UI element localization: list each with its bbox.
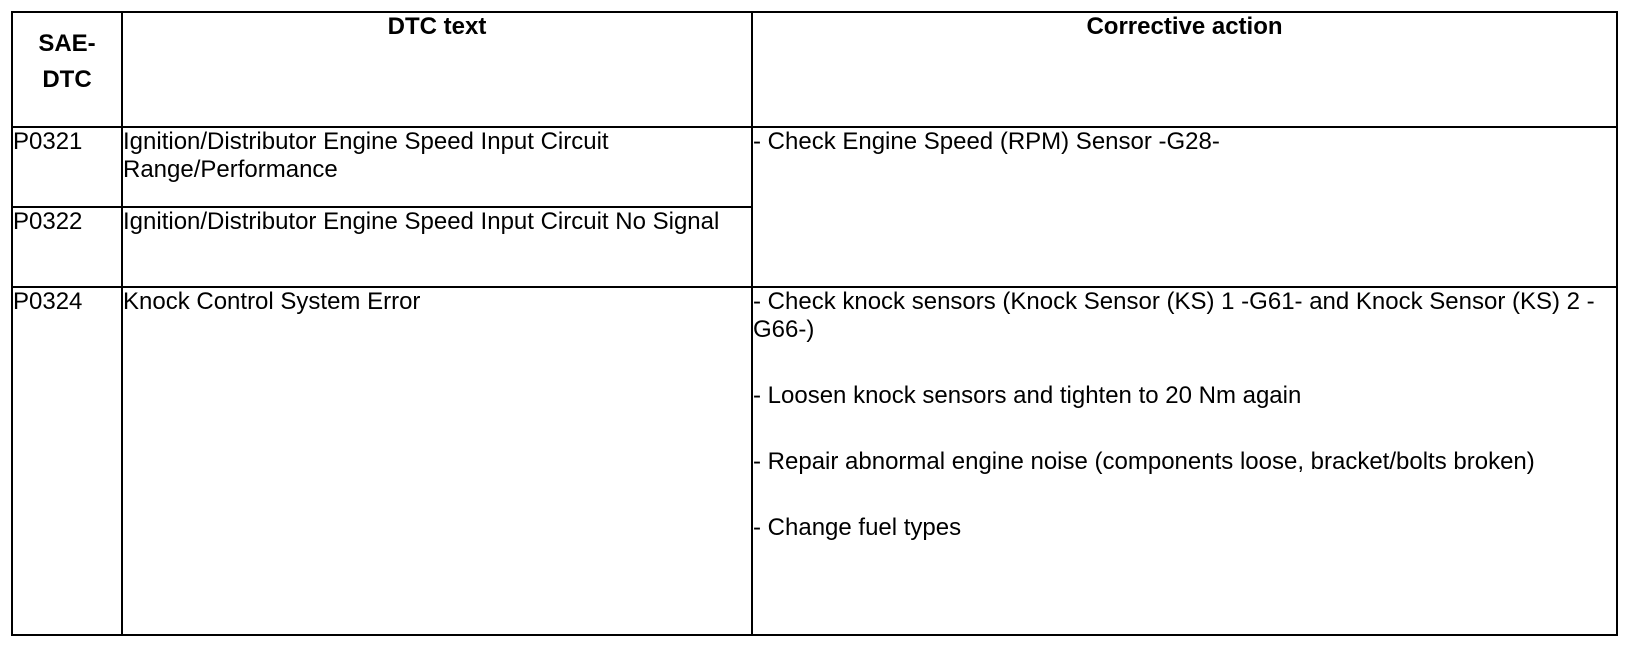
action-item: - Repair abnormal engine noise (components loose, bracket/bolts broken) [753, 448, 1535, 475]
dtc-code-cell: P0324 [12, 287, 122, 635]
dtc-table [11, 11, 1618, 636]
header-corrective-action: Corrective action [752, 12, 1617, 127]
action-item: - Loosen knock sensors and tighten to 20 Nm again [753, 382, 1302, 409]
header-row [12, 12, 1617, 127]
table-row [12, 127, 1617, 207]
action-item: - Check Engine Speed (RPM) Sensor -G28- [753, 128, 1220, 155]
action-item: - Check knock sensors (Knock Sensor (KS) 1 -G61- and Knock Sensor (KS) 2 -G66-) [753, 288, 1595, 343]
dtc-code-cell: P0321 [12, 127, 122, 207]
header-dtc-text: DTC text [122, 12, 752, 127]
dtc-text-cell: Knock Control System Error [122, 287, 752, 635]
dtc-code-cell: P0322 [12, 207, 122, 287]
corrective-action-cell [752, 127, 1617, 287]
corrective-action-cell [752, 287, 1617, 635]
header-sae-line2: DTC [42, 66, 92, 93]
dtc-text-cell: Ignition/Distributor Engine Speed Input Circuit No Signal [122, 207, 752, 287]
table-row [12, 287, 1617, 635]
header-sae-dtc [12, 12, 122, 127]
action-item: - Change fuel types [753, 514, 962, 541]
dtc-text-cell: Ignition/Distributor Engine Speed Input Circuit Range/Performance [122, 127, 752, 207]
header-sae-line1: SAE- [38, 30, 96, 57]
